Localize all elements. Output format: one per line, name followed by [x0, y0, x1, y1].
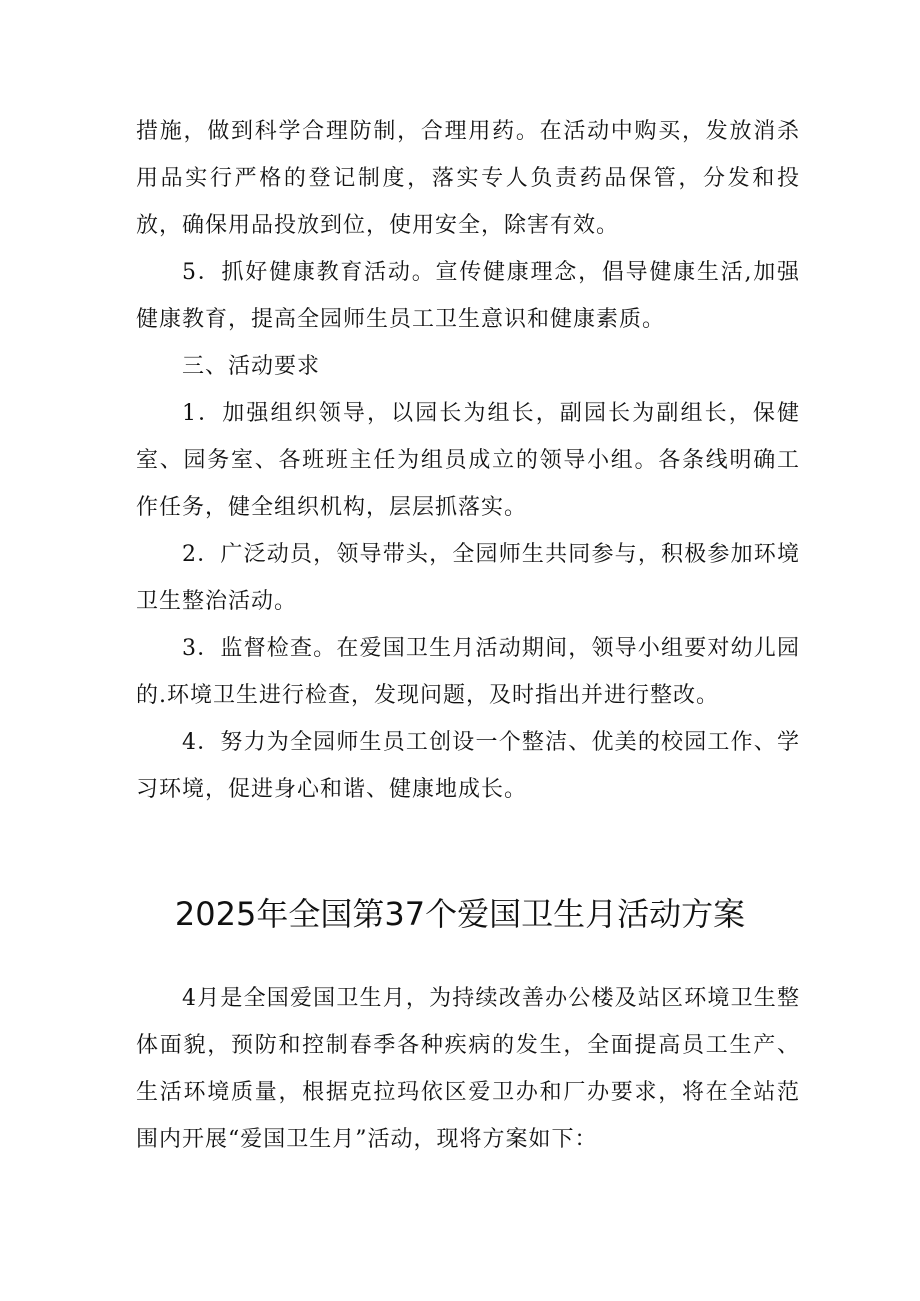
paragraph-intro: 4月是全国爱国卫生月，为持续改善办公楼及站区环境卫生整体面貌，预防和控制春季各种疾病的发生，全面提高员工生产、生活环境质量，根据克拉玛依区爱卫办和厂办要求，将在全站范围内开展“爱国卫生月”活动，现将方案如下：: [136, 986, 800, 1152]
document-title: 2025年全国第37个爱国卫生月活动方案: [174, 895, 746, 933]
paragraph-requirement-1: 1．加强组织领导，以园长为组长，副园长为副组长，保健室、园务室、各班班主任为组员成立的领导小组。各条线明确工作任务，健全组织机构，层层抓落实。: [136, 401, 800, 520]
paragraph-requirement-2: 2．广泛动员，领导带头，全园师生共同参与，积极参加环境卫生整治活动。: [136, 542, 800, 614]
paragraph-measures-continued: 措施，做到科学合理防制，合理用药。在活动中购买，发放消杀用品实行严格的登记制度，落实专人负责药品保管，分发和投放，确保用品投放到位，使用安全，除害有效。: [136, 119, 800, 238]
paragraph-item-5: 5．抓好健康教育活动。宣传健康理念，倡导健康生活,加强健康教育，提高全园师生员工卫生意识和健康素质。: [136, 260, 800, 332]
paragraph-requirement-4: 4．努力为全园师生员工创设一个整洁、优美的校园工作、学习环境，促进身心和谐、健康地成长。: [136, 730, 800, 802]
section-heading-requirements: 三、活动要求: [182, 354, 321, 379]
paragraph-requirement-3: 3．监督检查。在爱国卫生月活动期间，领导小组要对幼儿园的.环境卫生进行检查，发现问题，及时指出并进行整改。: [136, 636, 800, 708]
